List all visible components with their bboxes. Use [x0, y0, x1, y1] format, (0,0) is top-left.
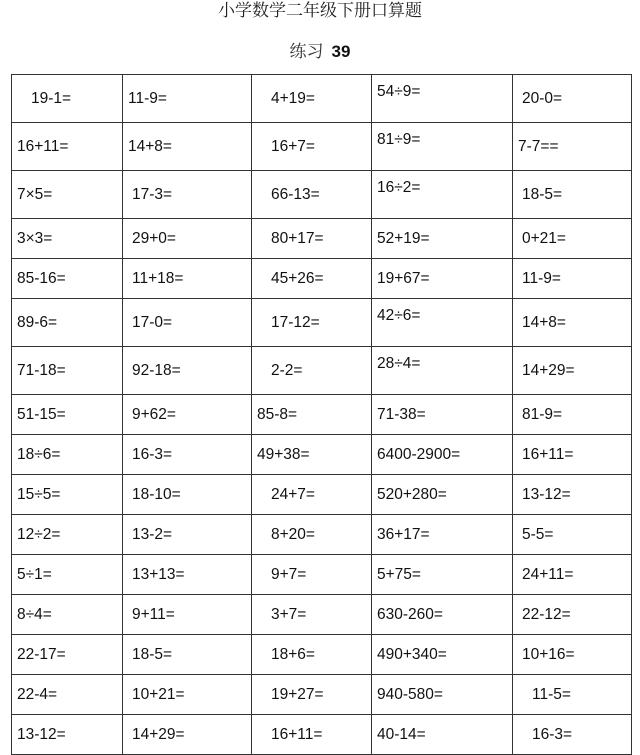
problem-cell: 81÷9= [372, 123, 513, 171]
problem-cell: 5+75= [372, 555, 513, 595]
problem-cell: 49+38= [252, 435, 372, 475]
problem-cell: 28÷4= [372, 347, 513, 395]
problem-row [12, 299, 632, 347]
problem-cell: 11-9= [123, 75, 252, 123]
problem-cell: 7-7== [513, 123, 632, 171]
problem-cell: 52+19= [372, 219, 513, 259]
problem-cell: 85-8= [252, 395, 372, 435]
problem-row [12, 123, 632, 171]
problem-row [12, 259, 632, 299]
problem-cell: 19-1= [12, 75, 123, 123]
problem-cell: 36+17= [372, 515, 513, 555]
problem-cell: 14+8= [123, 123, 252, 171]
problem-cell: 14+8= [513, 299, 632, 347]
problem-cell: 11-5= [513, 675, 632, 715]
problem-cell: 15÷5= [12, 475, 123, 515]
problem-cell: 630-260= [372, 595, 513, 635]
problem-row [12, 347, 632, 395]
problem-cell: 16-3= [513, 715, 632, 755]
problem-cell: 17-3= [123, 171, 252, 219]
problem-cell: 16-3= [123, 435, 252, 475]
problem-cell: 22-17= [12, 635, 123, 675]
problem-cell: 6400-2900= [372, 435, 513, 475]
problem-table-body [12, 75, 632, 755]
problem-cell: 19+67= [372, 259, 513, 299]
problem-cell: 18-10= [123, 475, 252, 515]
problem-cell: 18-5= [513, 171, 632, 219]
problem-cell: 10+16= [513, 635, 632, 675]
problem-cell: 16÷2= [372, 171, 513, 219]
problem-cell: 16+11= [12, 123, 123, 171]
problem-cell: 19+27= [252, 675, 372, 715]
problem-cell: 10+21= [123, 675, 252, 715]
problem-cell: 7×5= [12, 171, 123, 219]
problem-cell: 8÷4= [12, 595, 123, 635]
exercise-number: 39 [331, 42, 351, 61]
problem-cell: 13+13= [123, 555, 252, 595]
problem-cell: 29+0= [123, 219, 252, 259]
problem-cell: 14+29= [123, 715, 252, 755]
problem-cell: 89-6= [12, 299, 123, 347]
problem-cell: 520+280= [372, 475, 513, 515]
problem-cell: 5-5= [513, 515, 632, 555]
problem-cell: 42÷6= [372, 299, 513, 347]
problem-cell: 9+62= [123, 395, 252, 435]
problem-row [12, 219, 632, 259]
problem-cell: 81-9= [513, 395, 632, 435]
problem-cell: 11+18= [123, 259, 252, 299]
worksheet-title: 小学数学二年级下册口算题 [218, 1, 422, 21]
problem-cell: 45+26= [252, 259, 372, 299]
problem-cell: 24+11= [513, 555, 632, 595]
problem-cell: 22-12= [513, 595, 632, 635]
problem-row [12, 171, 632, 219]
problem-cell: 16+11= [252, 715, 372, 755]
problem-cell: 20-0= [513, 75, 632, 123]
problem-row [12, 515, 632, 555]
problem-cell: 3+7= [252, 595, 372, 635]
problem-cell: 85-16= [12, 259, 123, 299]
exercise-heading [0, 40, 640, 64]
problem-row [12, 715, 632, 755]
problem-row [12, 555, 632, 595]
problem-row [12, 435, 632, 475]
problem-cell: 71-18= [12, 347, 123, 395]
problem-cell: 18÷6= [12, 435, 123, 475]
problem-row [12, 475, 632, 515]
problem-cell: 13-12= [513, 475, 632, 515]
exercise-label: 练习 [289, 42, 324, 62]
problem-cell: 9+7= [252, 555, 372, 595]
problem-row [12, 675, 632, 715]
problem-cell: 490+340= [372, 635, 513, 675]
problem-cell: 17-0= [123, 299, 252, 347]
problem-cell: 22-4= [12, 675, 123, 715]
problem-cell: 12÷2= [12, 515, 123, 555]
problem-cell: 17-12= [252, 299, 372, 347]
problem-cell: 24+7= [252, 475, 372, 515]
problem-cell: 80+17= [252, 219, 372, 259]
problem-cell: 16+7= [252, 123, 372, 171]
problem-cell: 92-18= [123, 347, 252, 395]
problem-cell: 54÷9= [372, 75, 513, 123]
problem-cell: 51-15= [12, 395, 123, 435]
problem-cell: 18-5= [123, 635, 252, 675]
problem-cell: 0+21= [513, 219, 632, 259]
problem-cell: 71-38= [372, 395, 513, 435]
problem-row [12, 395, 632, 435]
problem-cell: 5÷1= [12, 555, 123, 595]
arithmetic-problem-table [11, 74, 632, 755]
problem-cell: 8+20= [252, 515, 372, 555]
problem-cell: 13-12= [12, 715, 123, 755]
problem-cell: 2-2= [252, 347, 372, 395]
problem-cell: 11-9= [513, 259, 632, 299]
problem-cell: 16+11= [513, 435, 632, 475]
problem-cell: 940-580= [372, 675, 513, 715]
problem-row [12, 595, 632, 635]
problem-cell: 9+11= [123, 595, 252, 635]
problem-row [12, 75, 632, 123]
problem-row [12, 635, 632, 675]
problem-cell: 4+19= [252, 75, 372, 123]
problem-cell: 13-2= [123, 515, 252, 555]
problem-cell: 18+6= [252, 635, 372, 675]
problem-cell: 3×3= [12, 219, 123, 259]
problem-cell: 66-13= [252, 171, 372, 219]
problem-cell: 40-14= [372, 715, 513, 755]
problem-cell: 14+29= [513, 347, 632, 395]
